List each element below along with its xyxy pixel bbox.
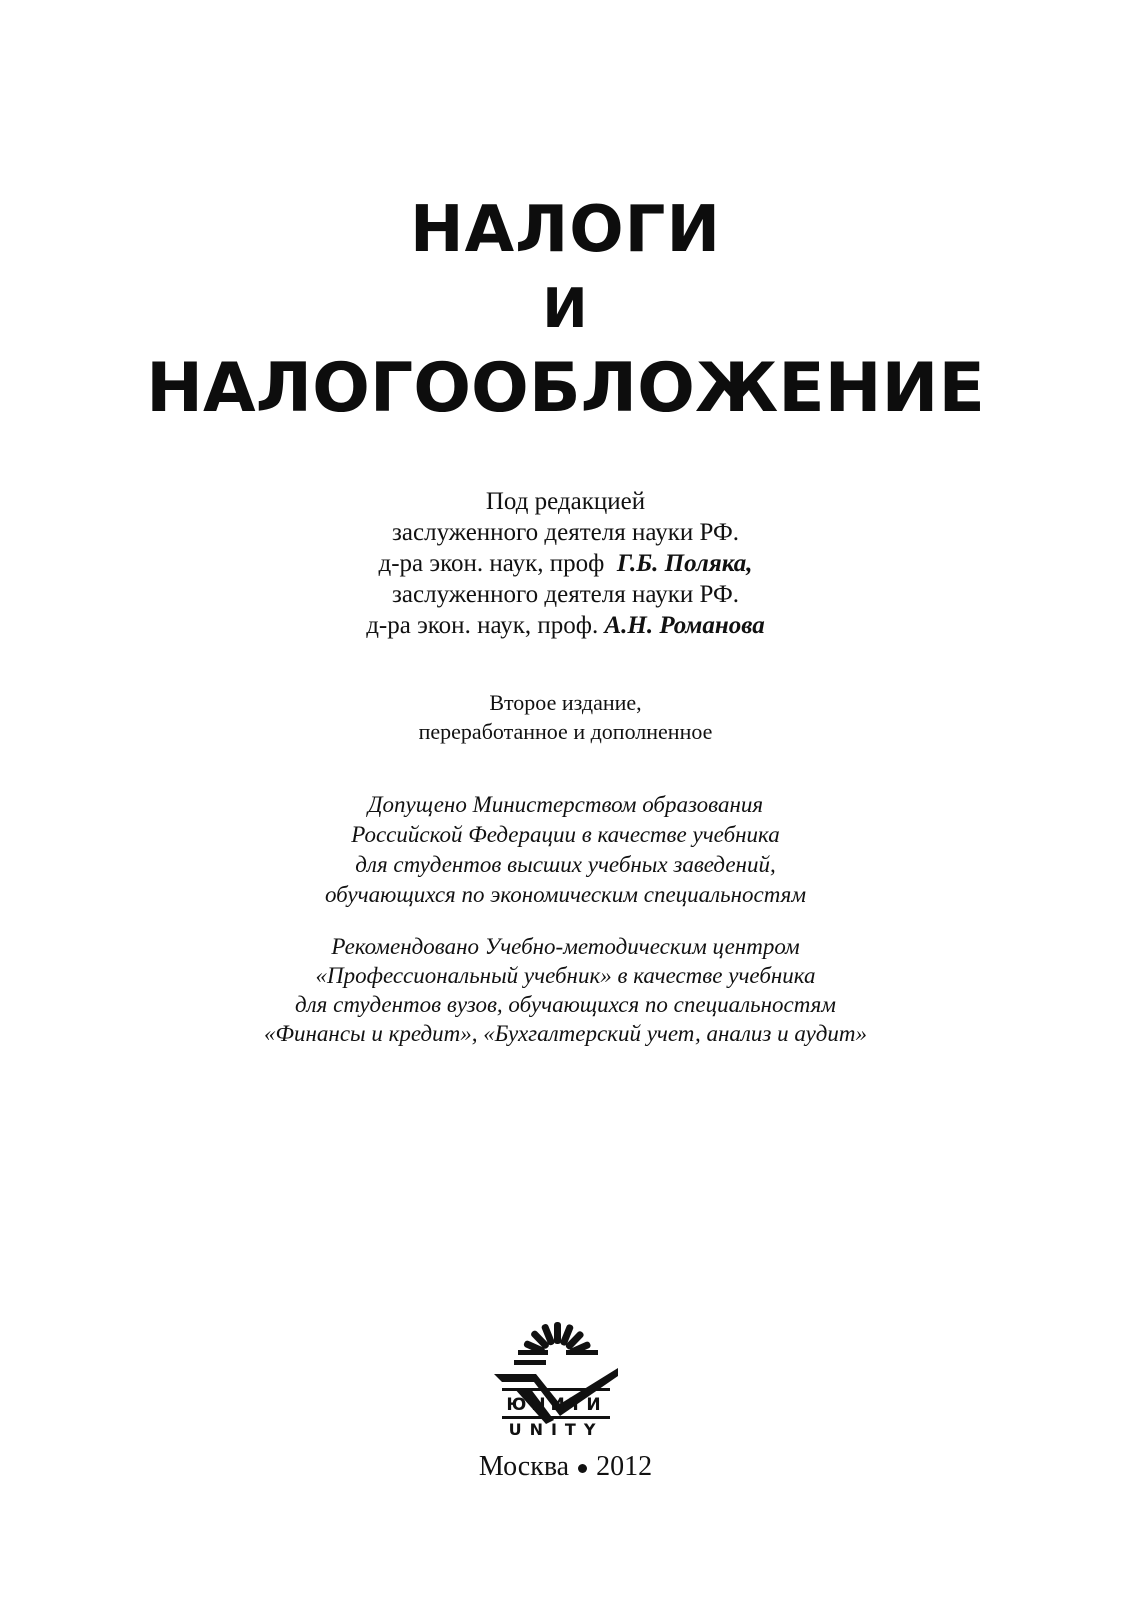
edition-line-2: переработанное и дополненное xyxy=(418,719,713,744)
editors-line-1: Под редакцией xyxy=(485,488,646,515)
bullet-separator-icon xyxy=(578,1464,587,1473)
edition-block xyxy=(0,688,1131,746)
approval-line-3: для студентов высших учебных заведений, xyxy=(355,852,776,877)
publisher-name-en: UNITY xyxy=(508,1420,604,1439)
recommendation-line-4: «Финансы и кредит», «Бухгалтерский учет, анализ и аудит» xyxy=(264,1021,867,1046)
editors-line-4: заслуженного деятеля науки РФ. xyxy=(392,581,739,608)
imprint xyxy=(0,1450,1131,1484)
logo-rule-top xyxy=(502,1388,610,1391)
umc-recommendation xyxy=(0,932,1131,1048)
publisher-name-ru: ЮНИТИ xyxy=(506,1395,606,1415)
approval-line-1: Допущено Министерством образования xyxy=(367,792,764,817)
recommendation-line-2: «Профессиональный учебник» в качестве учебника xyxy=(315,963,816,988)
title-line-2: И xyxy=(542,277,589,340)
edition-line-1: Второе издание, xyxy=(489,690,642,715)
logo-rule-middle xyxy=(502,1416,610,1419)
recommendation-line-3: для студентов вузов, обучающихся по специальностям xyxy=(295,992,836,1017)
editor-2-name: А.Н. Романова xyxy=(604,612,765,639)
approval-line-4: обучающихся по экономическим специальностям xyxy=(324,882,807,907)
editors-line-2: заслуженного деятеля науки РФ. xyxy=(392,519,739,546)
approval-line-2: Российской Федерации в качестве учебника xyxy=(351,822,780,847)
recommendation-line-1: Рекомендовано Учебно-методическим центром xyxy=(331,934,800,959)
publication-city: Москва xyxy=(478,1451,570,1482)
editors-line-5 xyxy=(0,610,1131,641)
book-title xyxy=(0,190,1131,430)
editor-1-name: Г.Б. Поляка, xyxy=(616,550,753,577)
publication-year: 2012 xyxy=(596,1451,653,1482)
editors-line-3 xyxy=(0,548,1131,579)
editor-1-credentials: д-ра экон. наук, проф xyxy=(378,550,605,577)
ministry-approval xyxy=(0,790,1131,910)
title-line-3: НАЛОГООБЛОЖЕНИЕ xyxy=(146,349,985,428)
editor-2-credentials: д-ра экон. наук, проф. xyxy=(366,612,599,639)
title-line-1: НАЛОГИ xyxy=(410,193,721,267)
editors-block xyxy=(0,486,1131,641)
